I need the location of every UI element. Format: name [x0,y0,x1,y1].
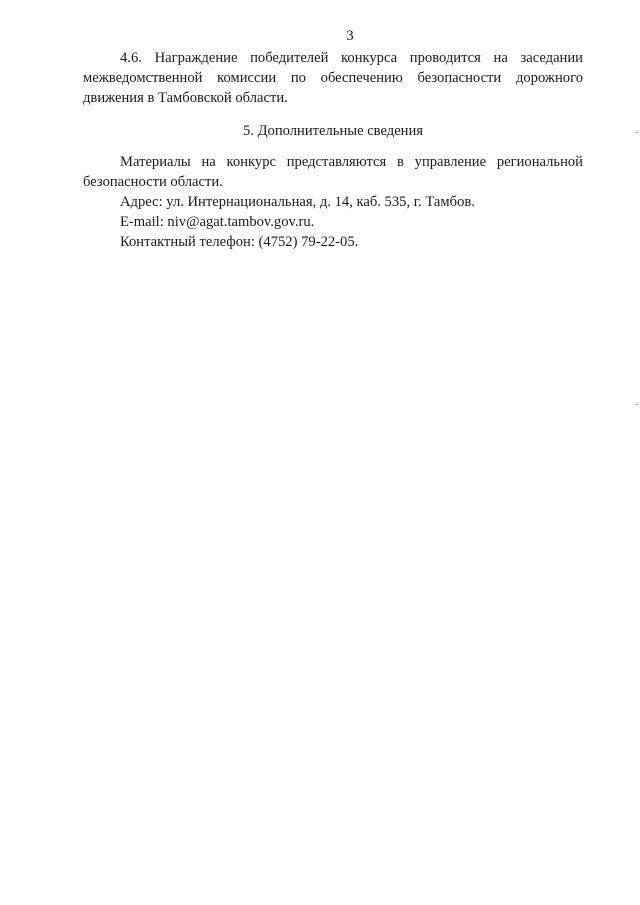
page-number: 3 [346,28,354,44]
section-5-paragraph: Материалы на конкурс представляются в управление региональной безопасности области. [83,154,583,190]
section-5-heading: 5. Дополнительные сведения [243,123,423,139]
scan-mark-bottom [636,404,638,405]
section-4-6-paragraph: 4.6. Награждение победителей конкурса проводится на заседании межведомственной комиссии по обеспечению безопасности дорожного движения в Тамбовской области. [83,50,583,106]
scan-mark-top [636,132,638,133]
document-body [83,48,583,252]
email-line: E-mail: niv@agat.tambov.gov.ru. [120,214,315,230]
phone-line: Контактный телефон: (4752) 79-22-05. [120,234,359,250]
address-line: Адрес: ул. Интернациональная, д. 14, каб. 535, г. Тамбов. [120,194,475,210]
